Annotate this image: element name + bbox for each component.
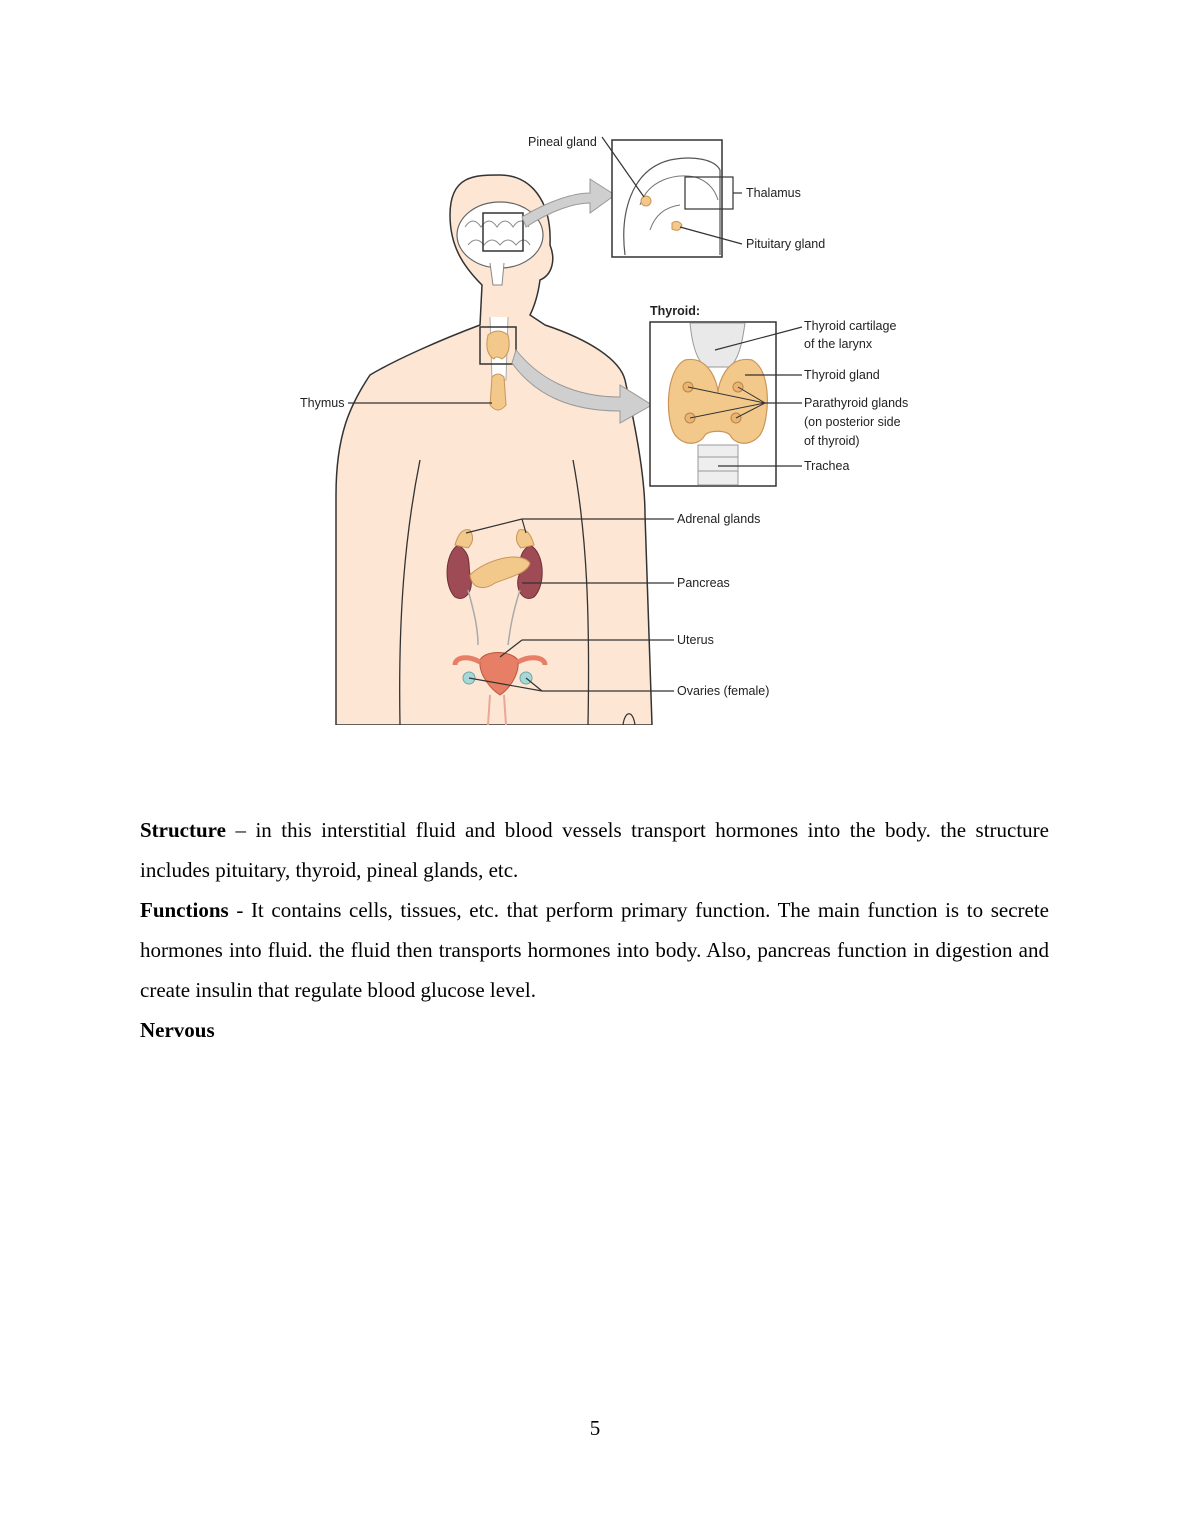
page-number: 5 (589, 1416, 601, 1440)
endocrine-system-figure (290, 135, 920, 725)
functions-paragraph (140, 890, 1049, 1010)
nervous-heading: Nervous (140, 1018, 215, 1042)
functions-label: Functions (140, 898, 229, 922)
pituitary-gland-dot (672, 221, 682, 230)
label-parathyroid-2: (on posterior side (804, 415, 901, 429)
label-parathyroid-1: Parathyroid glands (804, 396, 909, 410)
structure-text: – in this interstitial fluid and blood vessels transport hormones into the body. the structure includes pituitary, thyroid, pineal glands, etc. (140, 818, 1049, 882)
structure-label: Structure (140, 818, 226, 842)
label-parathyroid-3: of thyroid) (804, 434, 860, 448)
label-pancreas: Pancreas (677, 576, 730, 590)
brain-stem (490, 263, 504, 285)
body-text (140, 810, 1049, 1050)
label-pituitary-gland: Pituitary gland (746, 237, 826, 251)
label-trachea: Trachea (804, 459, 850, 473)
label-thalamus: Thalamus (746, 186, 801, 200)
label-thyroid-cartilage-1: Thyroid cartilage (804, 319, 897, 333)
functions-text: - It contains cells, tissues, etc. that perform primary function. The main function is to secrete hormones into fluid. the fluid then transports hormones into body. Also, pancreas function in digestion and create insulin that regulate blood glucose level. (140, 898, 1049, 1002)
brain-inset-box (612, 140, 722, 257)
label-thymus: Thymus (300, 396, 345, 410)
label-ovaries: Ovaries (female) (677, 684, 770, 698)
label-thyroid-gland: Thyroid gland (804, 368, 880, 382)
trachea-rings (698, 445, 738, 485)
pineal-gland-dot (641, 196, 651, 206)
thymus-on-body (490, 374, 506, 410)
label-adrenal-glands: Adrenal glands (677, 512, 761, 526)
label-pineal-gland: Pineal gland (528, 135, 597, 149)
label-thyroid-heading: Thyroid: (650, 304, 700, 318)
thyroid-on-body (487, 331, 509, 359)
label-thyroid-cartilage-2: of the larynx (804, 337, 873, 351)
label-uterus: Uterus (677, 633, 714, 647)
structure-paragraph (140, 810, 1049, 890)
nervous-heading-paragraph (140, 1010, 1049, 1050)
